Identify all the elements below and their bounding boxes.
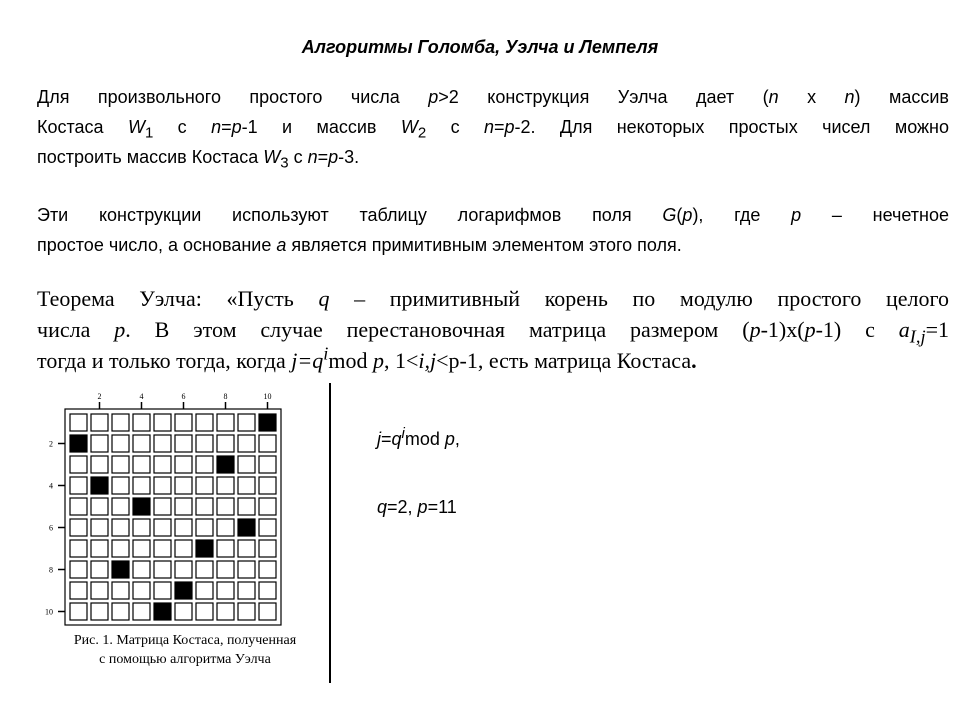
matrix-cell-filled — [112, 561, 129, 578]
matrix-cell-empty — [112, 414, 129, 431]
row-tick-label: 4 — [49, 481, 53, 491]
matrix-cell-empty — [154, 540, 171, 557]
matrix-cell-empty — [175, 561, 192, 578]
matrix-cell-empty — [133, 540, 150, 557]
matrix-cell-empty — [175, 477, 192, 494]
matrix-cell-empty — [175, 435, 192, 452]
matrix-cell-empty — [70, 561, 87, 578]
matrix-cell-empty — [70, 498, 87, 515]
matrix-cell-empty — [175, 519, 192, 536]
matrix-cell-empty — [259, 477, 276, 494]
col-tick-label: 2 — [97, 392, 102, 401]
caption-line-1: Рис. 1. Матрица Костаса, полученная — [73, 633, 297, 648]
paragraph-welch-construction — [37, 82, 949, 172]
matrix-cell-empty — [154, 519, 171, 536]
matrix-cell-empty — [133, 477, 150, 494]
p2-line-2: простое число, а основание a является примитивным элементом этого поля. — [37, 235, 682, 255]
p1-line-1: Для произвольного простого числа p>2 конструкция Уэлча дает (n x n) массив — [37, 87, 949, 107]
matrix-cell-empty — [196, 603, 213, 620]
matrix-cell-empty — [196, 414, 213, 431]
matrix-cell-empty — [133, 582, 150, 599]
matrix-cell-empty — [259, 603, 276, 620]
matrix-cell-empty — [112, 540, 129, 557]
matrix-cell-filled — [133, 498, 150, 515]
matrix-cell-empty — [196, 435, 213, 452]
matrix-cell-empty — [196, 561, 213, 578]
matrix-cell-empty — [238, 603, 255, 620]
matrix-cell-empty — [70, 582, 87, 599]
matrix-cell-empty — [91, 435, 108, 452]
matrix-cell-empty — [112, 498, 129, 515]
matrix-cell-empty — [217, 603, 234, 620]
matrix-cell-empty — [154, 477, 171, 494]
matrix-cell-empty — [133, 435, 150, 452]
matrix-cell-empty — [259, 498, 276, 515]
matrix-cell-empty — [91, 519, 108, 536]
theorem-line-2: числа p. В этом случае перестановочная матрица размером (p-1)х(p-1) с $a_{I,j}=1$ — [37, 317, 949, 347]
matrix-cell-filled — [259, 414, 276, 431]
matrix-cell-empty — [112, 582, 129, 599]
matrix-cell-empty — [154, 435, 171, 452]
matrix-cell-empty — [238, 582, 255, 599]
formula-j-equals: $j=q^imod$ p, — [377, 425, 460, 449]
matrix-cell-empty — [154, 582, 171, 599]
matrix-cell-empty — [70, 603, 87, 620]
p1-line-2: Костаса $W_1$ с n=p-1 и массив $W_2$ с n=p-2. Для некоторых простых чисел можно — [37, 117, 949, 142]
matrix-cell-empty — [175, 540, 192, 557]
matrix-cell-empty — [238, 414, 255, 431]
matrix-cell-empty — [70, 414, 87, 431]
matrix-cell-empty — [259, 435, 276, 452]
matrix-cell-empty — [91, 456, 108, 473]
matrix-cell-empty — [112, 435, 129, 452]
matrix-cell-empty — [91, 414, 108, 431]
caption-line-2: с помощью алгоритма Уэлча — [99, 652, 271, 667]
p1-line-3: построить массив Костаса $W_3$ с n=p-3. — [37, 147, 360, 172]
matrix-cell-empty — [70, 456, 87, 473]
matrix-cell-empty — [70, 519, 87, 536]
p2-line-1: Эти конструкции используют таблицу логарифмов поля G(p), где p – нечетное — [37, 205, 949, 225]
matrix-cell-filled — [196, 540, 213, 557]
col-tick-label: 8 — [223, 392, 228, 401]
matrix-cell-empty — [217, 519, 234, 536]
slide-title: Алгоритмы Голомба, Уэлча и Лемпеля — [301, 37, 659, 57]
matrix-cell-empty — [175, 603, 192, 620]
matrix-cell-empty — [133, 561, 150, 578]
matrix-cell-empty — [196, 456, 213, 473]
matrix-cell-empty — [238, 561, 255, 578]
matrix-cell-empty — [133, 603, 150, 620]
costas-matrix-figure — [40, 388, 330, 680]
matrix-cell-empty — [154, 456, 171, 473]
matrix-cell-empty — [217, 498, 234, 515]
row-tick-label: 6 — [49, 523, 53, 533]
matrix-cell-empty — [259, 519, 276, 536]
matrix-cell-empty — [259, 456, 276, 473]
matrix-cell-empty — [217, 435, 234, 452]
matrix-cell-empty — [238, 477, 255, 494]
matrix-cell-empty — [112, 456, 129, 473]
matrix-cell-empty — [238, 456, 255, 473]
matrix-cell-filled — [238, 519, 255, 536]
matrix-cell-filled — [70, 435, 87, 452]
matrix-cell-filled — [91, 477, 108, 494]
matrix-cell-empty — [217, 414, 234, 431]
matrix-cell-empty — [154, 414, 171, 431]
theorem-welch — [37, 283, 949, 376]
matrix-cell-empty — [154, 498, 171, 515]
matrix-cell-filled — [217, 456, 234, 473]
matrix-cell-empty — [238, 435, 255, 452]
matrix-cell-empty — [112, 603, 129, 620]
row-tick-label: 2 — [49, 439, 53, 449]
matrix-cell-empty — [217, 561, 234, 578]
matrix-cell-empty — [133, 414, 150, 431]
col-tick-label: 6 — [181, 392, 186, 401]
matrix-cell-empty — [238, 498, 255, 515]
matrix-cell-empty — [175, 414, 192, 431]
costas-matrix-grid — [40, 388, 330, 628]
matrix-cell-empty — [196, 477, 213, 494]
matrix-cell-empty — [91, 498, 108, 515]
matrix-cell-empty — [70, 477, 87, 494]
matrix-cell-empty — [91, 540, 108, 557]
paragraph-log-table — [37, 200, 949, 260]
matrix-cell-empty — [217, 540, 234, 557]
theorem-line-1: Теорема Уэлча: «Пусть q – примитивный корень по модулю простого целого — [37, 286, 949, 311]
matrix-cell-empty — [91, 582, 108, 599]
matrix-cell-empty — [112, 519, 129, 536]
matrix-cell-empty — [154, 561, 171, 578]
matrix-cell-empty — [196, 519, 213, 536]
row-tick-label: 8 — [49, 565, 53, 575]
matrix-cell-empty — [133, 456, 150, 473]
matrix-cell-empty — [196, 582, 213, 599]
matrix-cell-empty — [259, 561, 276, 578]
matrix-cell-empty — [70, 540, 87, 557]
matrix-cell-empty — [217, 582, 234, 599]
matrix-cell-empty — [133, 519, 150, 536]
matrix-cell-empty — [259, 582, 276, 599]
matrix-cell-empty — [175, 498, 192, 515]
matrix-cell-empty — [112, 477, 129, 494]
matrix-cell-empty — [175, 456, 192, 473]
figure-caption — [40, 631, 330, 669]
row-tick-label: 10 — [45, 607, 53, 617]
matrix-cell-filled — [154, 603, 171, 620]
matrix-cell-empty — [91, 603, 108, 620]
col-tick-label: 10 — [263, 392, 272, 401]
matrix-cell-empty — [196, 498, 213, 515]
matrix-cell-empty — [238, 540, 255, 557]
matrix-cell-empty — [217, 477, 234, 494]
matrix-cell-filled — [175, 582, 192, 599]
matrix-cell-empty — [91, 561, 108, 578]
theorem-line-3: тогда и только тогда, когда $j=q^imod$ p, 1<i,j<p-1, есть матрица Костаса. — [37, 343, 697, 373]
matrix-cell-empty — [259, 540, 276, 557]
col-tick-label: 4 — [139, 392, 144, 401]
parameters-q-p: q=2, p=11 — [377, 497, 457, 517]
